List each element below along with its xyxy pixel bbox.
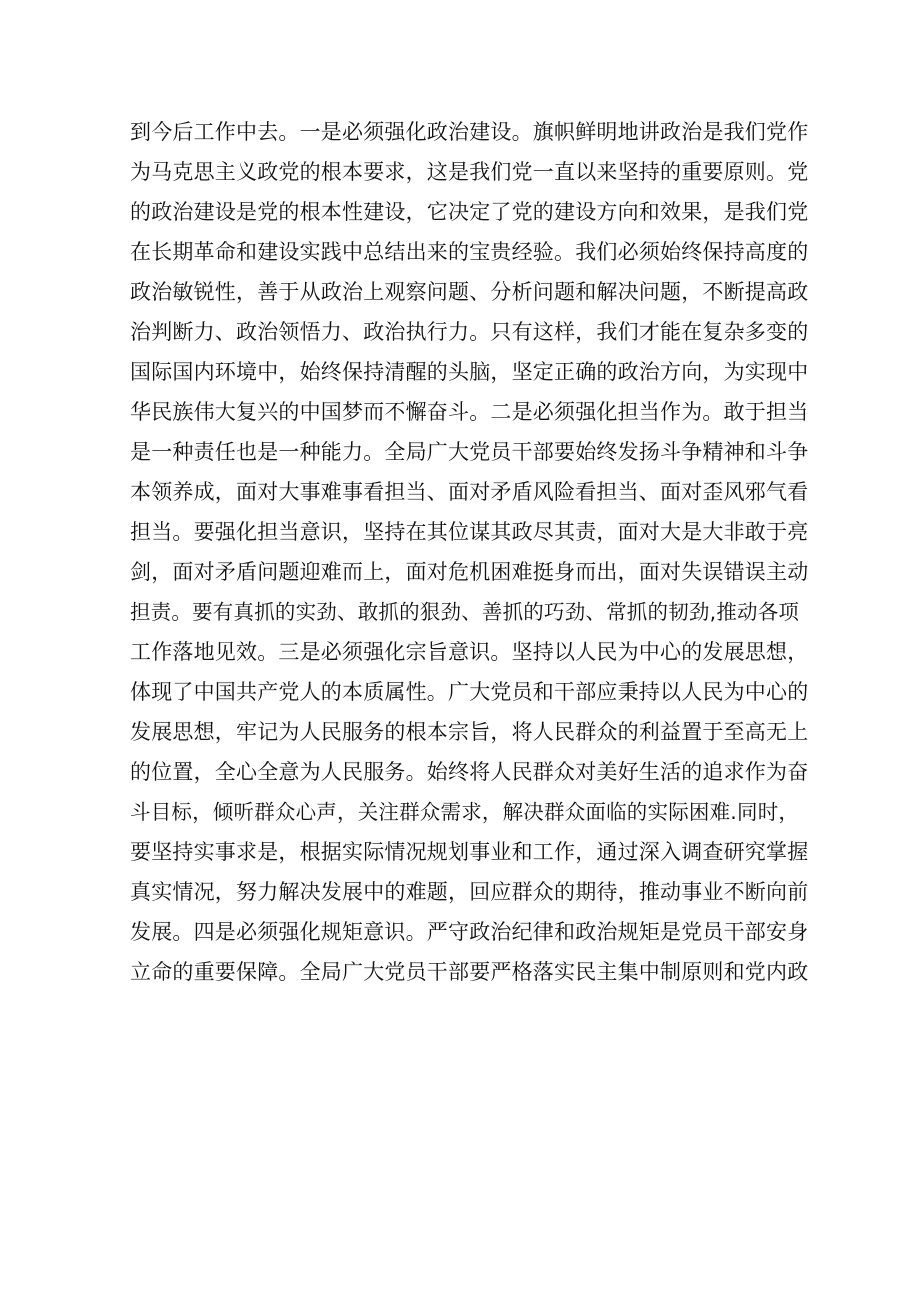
text-line: 的位置，全心全意为人民服务。始终将人民群众对美好生活的追求作为奋 bbox=[130, 760, 809, 784]
text-line: 的政治建设是党的根本性建设，它决定了党的建设方向和效果，是我们党 bbox=[130, 200, 809, 224]
text-line: 国际国内环境中，始终保持清醒的头脑，坚定正确的政治方向，为实现中 bbox=[130, 360, 809, 384]
text-line: 真实情况，努力解决发展中的难题，回应群众的期待，推动事业不断向前 bbox=[130, 880, 809, 904]
text-line: 担当。要强化担当意识，坚持在其位谋其政尽其责，面对大是大非敢于亮 bbox=[130, 520, 809, 544]
text-line: 体现了中国共产党人的本质属性。广大党员和干部应秉持以人民为中心的 bbox=[130, 680, 809, 704]
text-line: 本领养成，面对大事难事看担当、面对矛盾风险看担当、面对歪风邪气看 bbox=[130, 480, 809, 504]
text-line: 华民族伟大复兴的中国梦而不懈奋斗。二是必须强化担当作为。敢于担当 bbox=[130, 400, 809, 424]
text-line: 为马克思主义政党的根本要求，这是我们党一直以来坚持的重要原则。党 bbox=[130, 160, 809, 184]
text-line: 到今后工作中去。一是必须强化政治建设。旗帜鲜明地讲政治是我们党作 bbox=[130, 120, 809, 144]
text-line: 工作落地见效。三是必须强化宗旨意识。坚持以人民为中心的发展思想， bbox=[130, 640, 809, 664]
text-line: 立命的重要保障。全局广大党员干部要严格落实民主集中制原则和党内政 bbox=[130, 960, 809, 984]
text-line: 治判断力、政治领悟力、政治执行力。只有这样，我们才能在复杂多变的 bbox=[130, 320, 809, 344]
text-line: 担责。要有真抓的实劲、敢抓的狠劲、善抓的巧劲、常抓的韧劲,推动各项 bbox=[130, 600, 800, 624]
text-line: 在长期革命和建设实践中总结出来的宝贵经验。我们必须始终保持高度的 bbox=[130, 240, 809, 264]
text-line: 发展。四是必须强化规矩意识。严守政治纪律和政治规矩是党员干部安身 bbox=[130, 920, 809, 944]
body-text bbox=[130, 112, 810, 992]
text-line: 要坚持实事求是，根据实际情况规划事业和工作，通过深入调查研究掌握 bbox=[130, 840, 809, 864]
text-line: 是一种责任也是一种能力。全局广大党员干部要始终发扬斗争精神和斗争 bbox=[130, 440, 809, 464]
text-line: 剑，面对矛盾问题迎难而上，面对危机困难挺身而出，面对失误错误主动 bbox=[130, 560, 809, 584]
text-line: 斗目标，倾听群众心声，关注群众需求，解决群众面临的实际困难.同时， bbox=[130, 800, 800, 824]
text-line: 政治敏锐性，善于从政治上观察问题、分析问题和解决问题，不断提高政 bbox=[130, 280, 809, 304]
text-line: 发展思想，牢记为人民服务的根本宗旨，将人民群众的利益置于至高无上 bbox=[130, 720, 809, 744]
